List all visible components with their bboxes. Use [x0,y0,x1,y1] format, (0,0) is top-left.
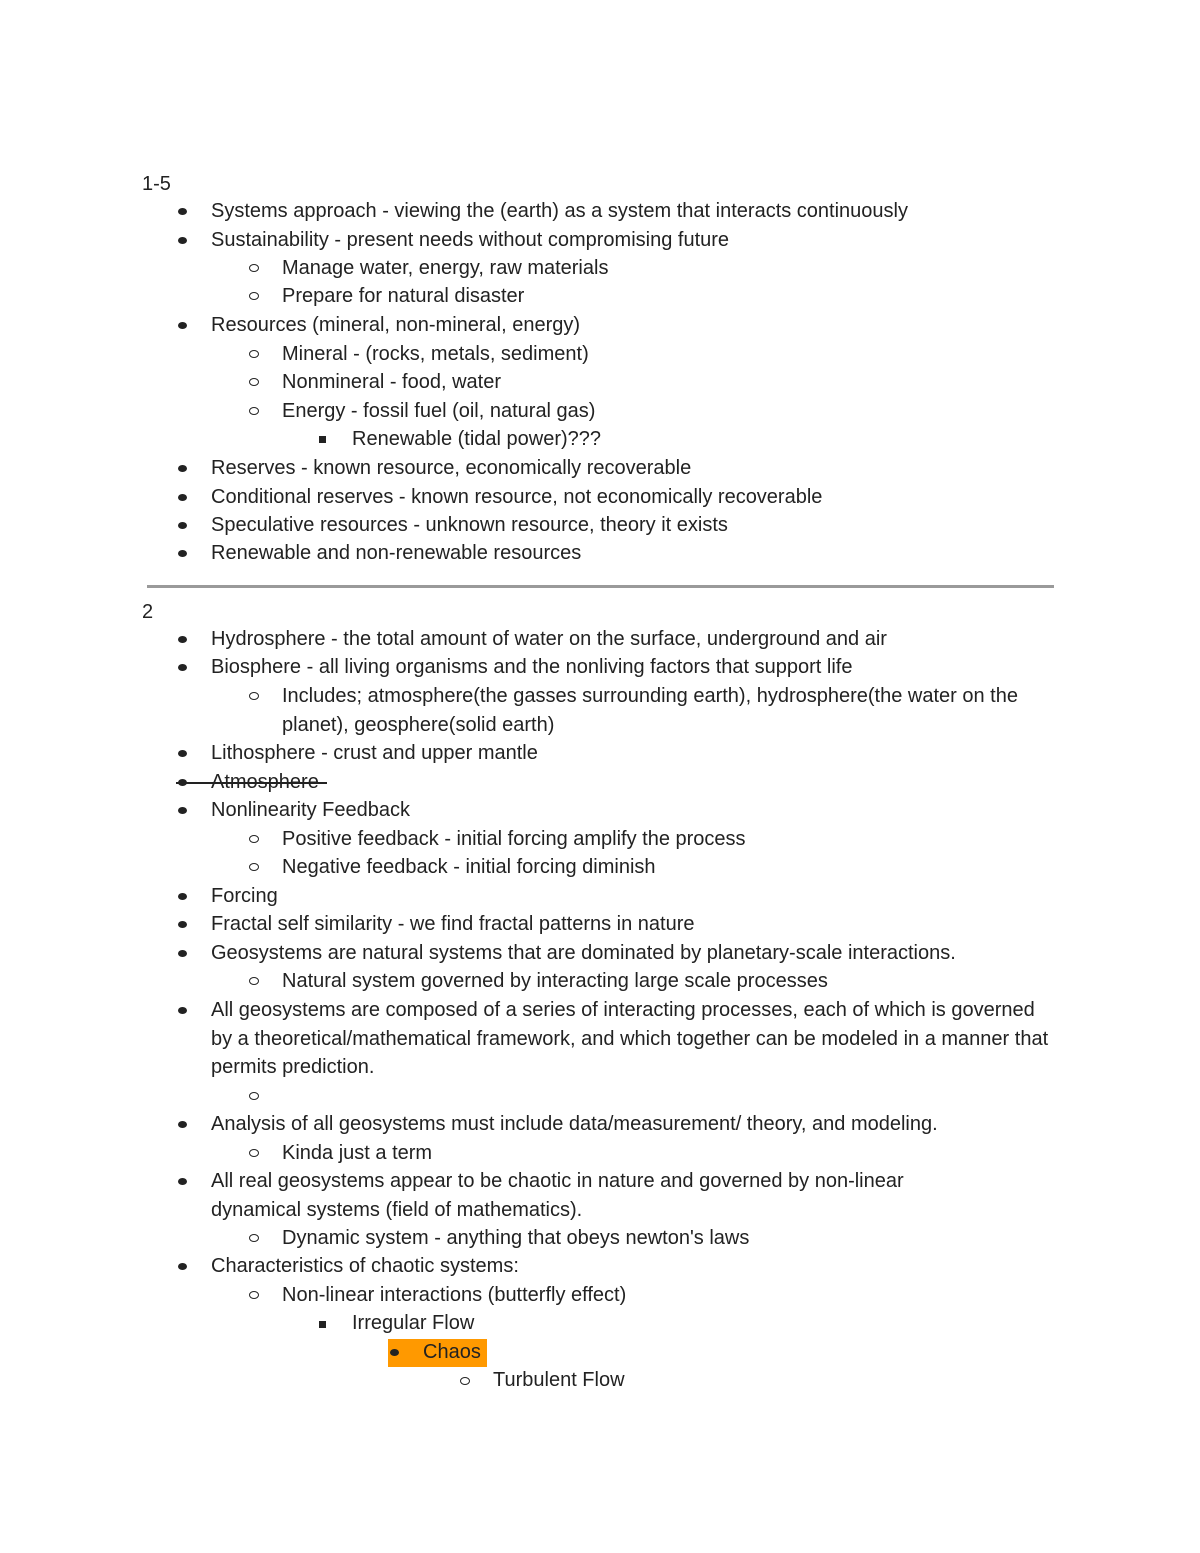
list-item: Conditional reserves - known resource, not economically recoverable [211,486,823,508]
horizontal-divider [147,585,1054,588]
list-item: Non-linear interactions (butterfly effect) [282,1284,627,1306]
list-item: Positive feedback - initial forcing amplify the process [282,828,746,850]
list-item: Natural system governed by interacting large scale processes [282,970,828,992]
list-item: Kinda just a term [282,1142,433,1164]
list-item: All geosystems are composed of a series of interacting processes, each of which is governed by a theoretical/mathematical framework, and which together can be modeled in a manner that permits prediction. [211,999,1049,1079]
list-item: Manage water, energy, raw materials [282,257,609,279]
disc-bullet [178,636,187,643]
square-bullet [319,436,326,443]
section-heading-2: 2 [142,601,154,623]
list-item: Prepare for natural disaster [282,285,525,307]
list-item: Includes; atmosphere(the gasses surrounding earth), hydrosphere(the water on the planet), geosphere(solid earth) [282,685,1018,736]
circle-bullet [249,835,259,843]
list-item-struck: Atmosphere [211,771,319,793]
circle-bullet [249,264,259,272]
list-item: Renewable (tidal power)??? [352,428,602,450]
section-heading-1-5: 1-5 [142,173,171,195]
list-item: Mineral - (rocks, metals, sediment) [282,343,589,365]
list-item: Forcing [211,885,278,907]
disc-bullet [178,465,187,472]
list-item: Biosphere - all living organisms and the nonliving factors that support life [211,656,853,678]
circle-bullet [249,378,259,386]
disc-bullet [178,494,187,501]
square-bullet [319,1321,326,1328]
disc-bullet [178,664,187,671]
circle-bullet [249,692,259,700]
disc-bullet [390,1349,399,1356]
circle-bullet [249,1149,259,1157]
disc-bullet [178,237,187,244]
list-item: Lithosphere - crust and upper mantle [211,742,538,764]
disc-bullet [178,893,187,900]
list-item: Energy - fossil fuel (oil, natural gas) [282,400,596,422]
list-item: Negative feedback - initial forcing diminish [282,856,656,878]
disc-bullet [178,322,187,329]
list-item: Renewable and non-renewable resources [211,542,582,564]
disc-bullet [178,807,187,814]
list-item: Fractal self similarity - we find fractal patterns in nature [211,913,695,935]
circle-bullet [249,977,259,985]
list-item: Dynamic system - anything that obeys newton's laws [282,1227,750,1249]
list-item: Geosystems are natural systems that are dominated by planetary-scale interactions. [211,942,956,964]
disc-bullet [178,1263,187,1270]
list-item: Analysis of all geosystems must include data/measurement/ theory, and modeling. [211,1113,938,1135]
list-item: Sustainability - present needs without compromising future [211,229,730,251]
disc-bullet [178,1121,187,1128]
disc-bullet [178,750,187,757]
circle-bullet [249,863,259,871]
list-item: Speculative resources - unknown resource, theory it exists [211,514,728,536]
disc-bullet [178,208,187,215]
disc-bullet [178,1178,187,1185]
list-item: All real geosystems appear to be chaotic in nature and governed by non-linear dynamical systems (field of mathematics). [211,1170,904,1221]
list-item: Nonlinearity Feedback [211,799,410,821]
disc-bullet [178,550,187,557]
disc-bullet [178,522,187,529]
list-item-highlighted: Chaos [423,1341,481,1363]
list-item: Systems approach - viewing the (earth) as a system that interacts continuously [211,200,908,222]
list-item: Characteristics of chaotic systems: [211,1255,519,1277]
disc-bullet [178,1007,187,1014]
list-item: Nonmineral - food, water [282,371,501,393]
circle-bullet [249,407,259,415]
circle-bullet [249,1234,259,1242]
circle-bullet [460,1377,470,1385]
list-item: Resources (mineral, non-mineral, energy) [211,314,581,336]
list-item: Irregular Flow [352,1312,475,1334]
disc-bullet [178,950,187,957]
list-item: Reserves - known resource, economically recoverable [211,457,692,479]
list-item: Turbulent Flow [493,1369,625,1391]
circle-bullet [249,1291,259,1299]
circle-bullet [249,350,259,358]
circle-bullet [249,292,259,300]
disc-bullet [178,921,187,928]
circle-bullet [249,1092,259,1100]
list-item: Hydrosphere - the total amount of water on the surface, underground and air [211,628,887,650]
